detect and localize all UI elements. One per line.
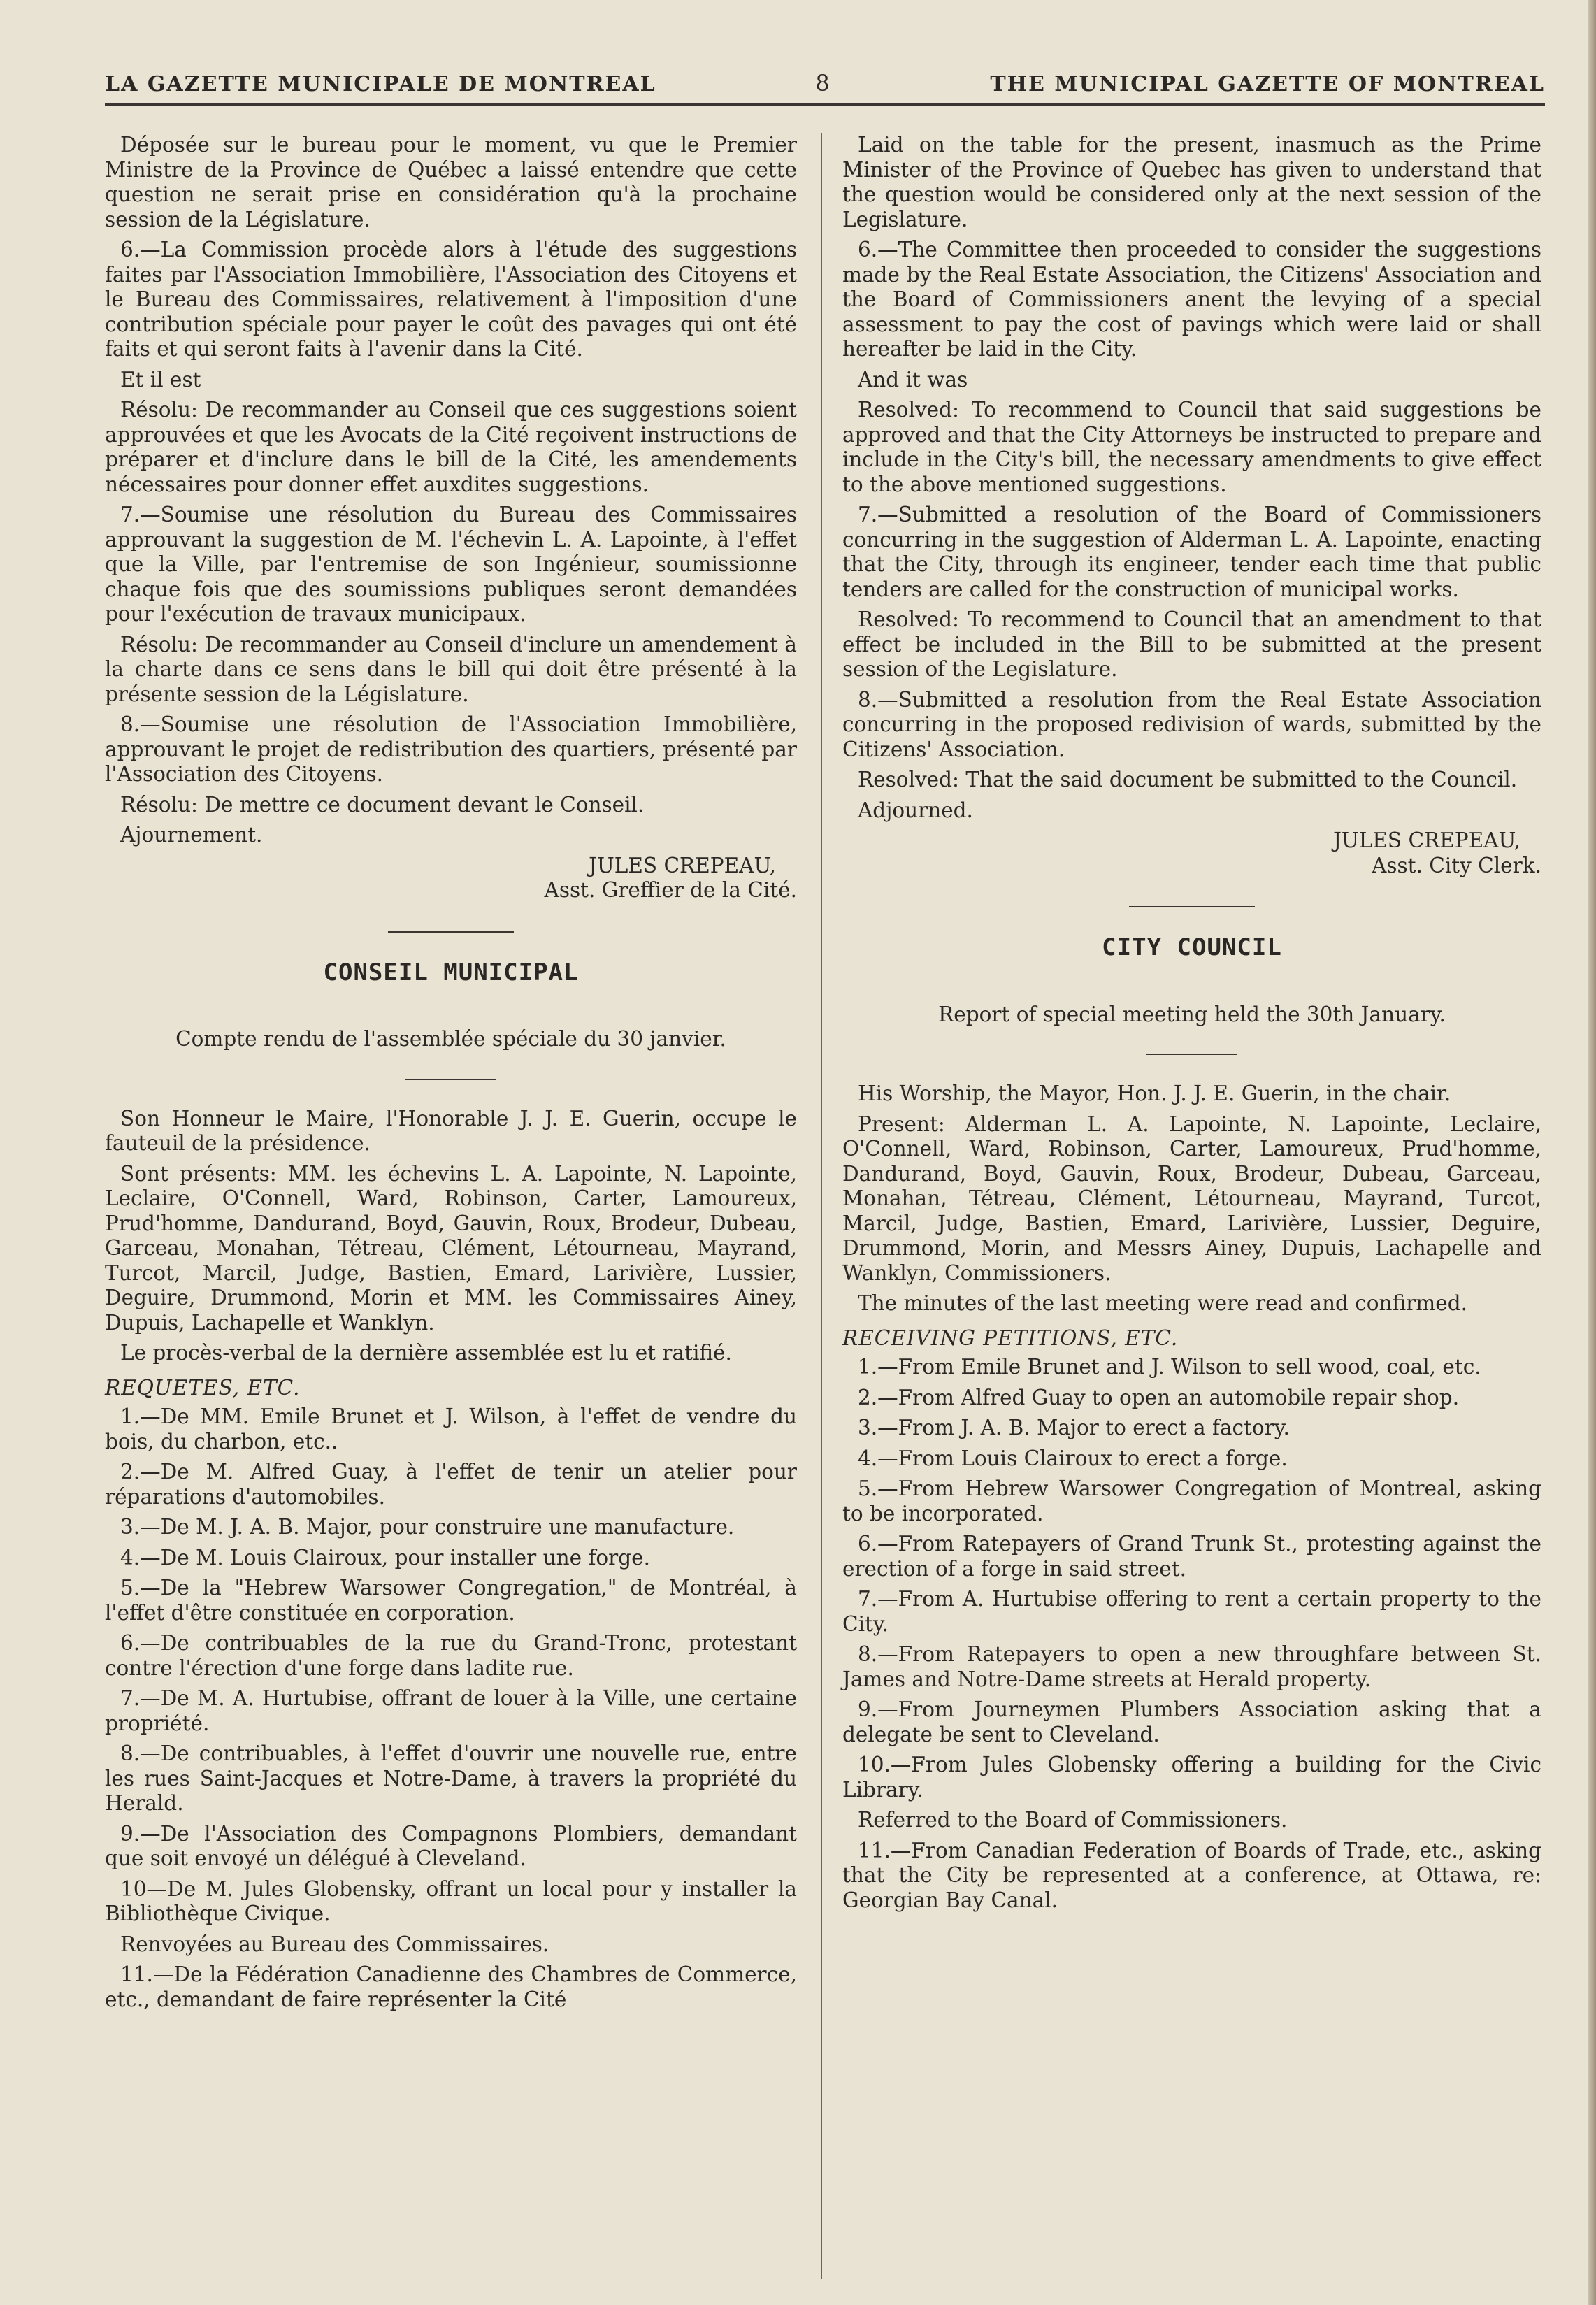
paragraph: Et il est [120, 367, 201, 392]
list-item: 6.—From Ratepayers of Grand Trunk St., protesting against the erection of a forge in said street. [842, 1532, 1541, 1581]
paragraph: Resolved: To recommend to Council that an amendment to that effect be included in the Bill to be submitted at the present session of the Legislature. [842, 608, 1541, 681]
paragraph: Déposée sur le bureau pour le moment, vu que le Premier Ministre de la Province de Québec a laissé entendre que cette question ne serait prise en considération qu'à la prochaine session de la Législature. [105, 133, 797, 231]
paragraph: Present: Alderman L. A. Lapointe, N. Lapointe, Leclaire, O'Connell, Ward, Robinson, Carter, Lamoureux, Prud'homme, Dandurand, Boyd, Gauvin, Roux, Brodeur, Dubeau, Garceau, Monahan, Tétreau, Clément, Létourneau, Mayrand, Turcot, Marcil, Judge, Bastien, Emard, Larivière, Lussier, Deguire, Drummond, Morin, and Messrs Ainey, Dupuis, Lachapelle and Wanklyn, Commissioners. [842, 1112, 1541, 1285]
signature-title: Asst. Greffier de la Cité. [544, 878, 797, 902]
paragraph: Resolved: That the said document be submitted to the Council. [858, 768, 1518, 791]
signature-name: JULES CREPEAU, [589, 853, 776, 877]
columns [105, 133, 1545, 2265]
section-heading: CONSEIL MUNICIPAL [323, 958, 579, 986]
list-item: 3.—From J. A. B. Major to erect a factory. [858, 1416, 1290, 1439]
list-item: 7.—From A. Hurtubise offering to rent a certain property to the City. [842, 1587, 1541, 1636]
list-item: 4.—From Louis Clairoux to erect a forge. [858, 1446, 1288, 1470]
paragraph: Le procès-verbal de la dernière assemblée est lu et ratifié. [120, 1341, 732, 1365]
list-item: 6.—De contribuables de la rue du Grand-Tronc, protestant contre l'érection d'une forge dans ladite rue. [105, 1631, 797, 1680]
list-item: 4.—De M. Louis Clairoux, pour installer une forge. [120, 1545, 650, 1570]
section-title: REQUETES, ETC. [105, 1375, 301, 1400]
paragraph: The minutes of the last meeting were read and confirmed. [858, 1291, 1467, 1315]
paragraph: Ajournement. [120, 823, 263, 847]
paragraph: Résolu: De recommander au Conseil que ces suggestions soient approuvées et que les Avocats de la Cité reçoivent instructions de préparer et d'inclure dans le bill de la Cité, les amendements nécessaires pour donner effet auxdites suggestions. [105, 398, 797, 496]
section-rule [1129, 906, 1255, 907]
list-item: 5.—De la "Hebrew Warsower Congregation," de Montréal, à l'effet d'être constituée en corporation. [105, 1576, 797, 1625]
meeting-subheading: Compte rendu de l'assemblée spéciale du 30 janvier. [175, 1027, 726, 1051]
list-item: 3.—De M. J. A. B. Major, pour construire une manufacture. [120, 1515, 735, 1539]
header-right-title: THE MUNICIPAL GAZETTE OF MONTREAL [990, 72, 1545, 96]
paragraph: Laid on the table for the present, inasmuch as the Prime Minister of the Province of Quebec has given to understand that the question would be considered only at the next session of the Legislature. [842, 133, 1541, 231]
signature-title: Asst. City Clerk. [1372, 853, 1541, 877]
paragraph: Adjourned. [858, 798, 973, 822]
page-edge-shadow [1588, 0, 1596, 2305]
paragraph: Résolu: De recommander au Conseil d'inclure un amendement à la charte dans ce sens dans le bill qui doit être présenté à la présente session de la Législature. [105, 632, 797, 706]
page-header [105, 70, 1545, 106]
section-rule [405, 1079, 496, 1080]
signature-name: JULES CREPEAU, [1333, 828, 1520, 852]
list-item: 11.—From Canadian Federation of Boards of Trade, etc., asking that the City be represented at a conference, at Ottawa, re: Georgian Bay Canal. [842, 1838, 1541, 1912]
meeting-subheading: Report of special meeting held the 30th January. [938, 1002, 1446, 1026]
list-item: Renvoyées au Bureau des Commissaires. [120, 1932, 549, 1956]
paragraph: Resolved: To recommend to Council that said suggestions be approved and that the City Attorneys be instructed to prepare and include in the City's bill, the necessary amendments to give effect to the above mentioned suggestions. [842, 398, 1541, 496]
paragraph: His Worship, the Mayor, Hon. J. J. E. Guerin, in the chair. [858, 1082, 1451, 1105]
header-left-title: LA GAZETTE MUNICIPALE DE MONTREAL [105, 72, 656, 96]
list-item: 9.—De l'Association des Compagnons Plombiers, demandant que soit envoyé un délégué à Cleveland. [105, 1821, 797, 1870]
paragraph: 8.—Soumise une résolution de l'Association Immobilière, approuvant le projet de redistribution des quartiers, présenté par l'Association des Citoyens. [105, 712, 797, 786]
section-title: RECEIVING PETITIONS, ETC. [842, 1326, 1179, 1350]
list-item: 8.—De contribuables, à l'effet d'ouvrir une nouvelle rue, entre les rues Saint-Jacques et Notre-Dame, à travers la propriété du Herald. [105, 1742, 797, 1815]
paragraph: Sont présents: MM. les échevins L. A. Lapointe, N. Lapointe, Leclaire, O'Connell, Ward, Robinson, Carter, Lamoureux, Prud'homme, Dandurand, Boyd, Gauvin, Roux, Brodeur, Dubeau, Garceau, Monahan, Tétreau, Clément, Létourneau, Mayrand, Turcot, Marcil, Judge, Bastien, Emard, Larivière, Lussier, Deguire, Drummond, Morin et MM. les Commissaires Ainey, Dupuis, Lachapelle et Wanklyn. [105, 1161, 797, 1335]
section-rule [1146, 1054, 1237, 1055]
list-item: 10—De M. Jules Globensky, offrant un local pour y installer la Bibliothèque Civique. [105, 1876, 797, 1925]
section-heading: CITY COUNCIL [1102, 933, 1282, 961]
paragraph: Résolu: De mettre ce document devant le Conseil. [120, 792, 645, 817]
paragraph: 6.—La Commission procède alors à l'étude des suggestions faites par l'Association Immobilière, l'Association des Citoyens et le Bureau des Commissaires, relativement à l'imposition d'une contribution spéciale pour payer le coût des pavages qui ont été faits et qui seront faits à l'avenir dans la Cité. [105, 238, 797, 361]
list-item: 1.—From Emile Brunet and J. Wilson to sell wood, coal, etc. [858, 1355, 1481, 1379]
list-item: 11.—De la Fédération Canadienne des Chambres de Commerce, etc., demandant de faire représenter la Cité [105, 1962, 797, 2011]
list-item: 2.—From Alfred Guay to open an automobile repair shop. [858, 1385, 1460, 1409]
list-item: 2.—De M. Alfred Guay, à l'effet de tenir un atelier pour réparations d'automobiles. [105, 1460, 797, 1509]
list-item: 10.—From Jules Globensky offering a building for the Civic Library. [842, 1753, 1541, 1802]
list-item: 8.—From Ratepayers to open a new throughfare between St. James and Notre-Dame streets at Herald property. [842, 1642, 1541, 1691]
page-number: 8 [815, 70, 831, 96]
paragraph: 8.—Submitted a resolution from the Real Estate Association concurring in the proposed redivision of wards, submitted by the Citizens' Association. [842, 687, 1541, 761]
list-item: 9.—From Journeymen Plumbers Association asking that a delegate be sent to Cleveland. [842, 1697, 1541, 1746]
french-column [105, 133, 797, 2018]
list-item: Referred to the Board of Commissioners. [858, 1808, 1288, 1832]
paragraph: Son Honneur le Maire, l'Honorable J. J. E. Guerin, occupe le fauteuil de la présidence. [105, 1106, 797, 1155]
paragraph: And it was [858, 367, 968, 392]
list-item: 1.—De MM. Emile Brunet et J. Wilson, à l'effet de vendre du bois, du charbon, etc.. [105, 1405, 797, 1453]
section-rule [388, 931, 514, 933]
list-item: 5.—From Hebrew Warsower Congregation of Montreal, asking to be incorporated. [842, 1477, 1541, 1525]
gazette-page [105, 70, 1545, 2272]
english-column [842, 133, 1541, 1918]
list-item: 7.—De M. A. Hurtubise, offrant de louer à la Ville, une certaine propriété. [105, 1686, 797, 1735]
paragraph: 6.—The Committee then proceeded to consider the suggestions made by the Real Estate Association, the Citizens' Association and the Board of Commissioners anent the levying of a special assessment to pay the cost of pavings which were laid or shall hereafter be laid in the City. [842, 238, 1541, 361]
paragraph: 7.—Soumise une résolution du Bureau des Commissaires approuvant la suggestion de M. l'échevin L. A. Lapointe, à l'effet que la Ville, par l'entremise de son Ingénieur, soumissionne chaque fois que des soumissions publiques seront demandées pour l'exécution de travaux municipaux. [105, 503, 797, 626]
paragraph: 7.—Submitted a resolution of the Board of Commissioners concurring in the suggestion of Alderman L. A. Lapointe, enacting that the City, through its engineer, tender each time that public tenders are called for the construction of municipal works. [842, 503, 1541, 601]
